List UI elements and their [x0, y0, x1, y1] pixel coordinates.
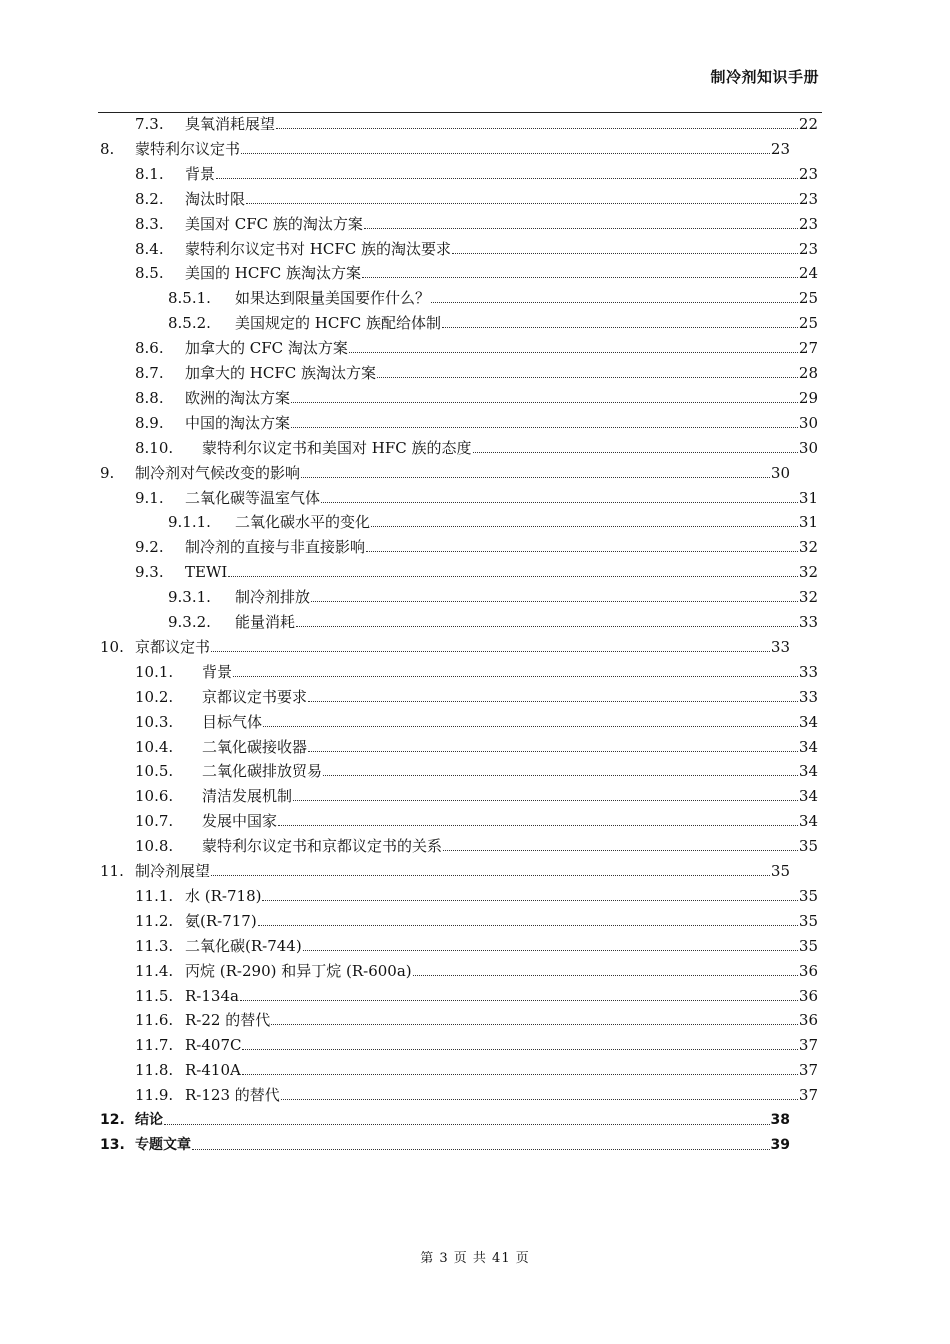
toc-entry-page: 31	[798, 513, 818, 532]
toc-entry-page: 34	[798, 737, 818, 756]
toc-entry-page: 31	[798, 488, 818, 507]
toc-entry[interactable]	[135, 388, 818, 408]
toc-entry[interactable]	[135, 413, 818, 433]
toc-entry-number: 8.6.	[135, 339, 164, 358]
toc-entry-page: 22	[798, 115, 818, 133]
toc-dot-leader	[452, 252, 798, 254]
toc-dot-leader	[301, 476, 770, 478]
toc-entry-number: 10.1.	[135, 662, 174, 681]
toc-entry[interactable]	[135, 363, 818, 383]
toc-entry-page: 35	[798, 886, 818, 905]
toc-entry-page: 32	[798, 563, 818, 582]
toc-entry[interactable]	[100, 1135, 790, 1155]
toc-entry[interactable]	[135, 164, 818, 184]
toc-entry-number: 8.	[100, 139, 115, 158]
toc-entry[interactable]	[135, 811, 818, 831]
toc-entry-number: 9.1.1.	[168, 513, 211, 532]
toc-entry-number: 13.	[100, 1136, 125, 1153]
toc-entry[interactable]	[100, 139, 790, 159]
toc-dot-leader	[303, 949, 798, 951]
toc-dot-leader	[262, 899, 797, 901]
toc-dot-leader	[258, 924, 798, 926]
toc-dot-leader	[216, 177, 798, 179]
toc-entry-number: 8.10.	[135, 438, 174, 457]
toc-entry-page: 32	[798, 538, 818, 557]
toc-entry[interactable]	[135, 1010, 818, 1030]
toc-entry[interactable]	[135, 936, 818, 956]
toc-entry-page: 30	[798, 438, 818, 457]
toc-entry-number: 8.2.	[135, 189, 164, 208]
toc-dot-leader	[311, 600, 798, 602]
toc-entry-title: 淘汰时限	[185, 189, 246, 208]
toc-entry[interactable]	[168, 313, 818, 333]
toc-entry-page: 36	[798, 961, 818, 980]
toc-dot-leader	[278, 824, 798, 826]
toc-entry-title: R-407C	[185, 1036, 242, 1055]
toc-entry[interactable]	[100, 463, 790, 483]
toc-entry-page: 30	[770, 463, 790, 482]
toc-dot-leader	[443, 849, 798, 851]
toc-entry-page: 35	[798, 837, 818, 856]
toc-entry-number: 9.1.	[135, 488, 164, 507]
toc-entry-title: R-134a	[185, 986, 239, 1005]
toc-entry-page: 37	[798, 1036, 818, 1055]
toc-entry-number: 10.	[100, 637, 124, 656]
toc-entry[interactable]	[135, 263, 818, 283]
toc-entry[interactable]	[135, 761, 818, 781]
toc-entry[interactable]	[135, 239, 818, 259]
toc-entry-number: 8.5.2.	[168, 314, 211, 333]
toc-entry-number: 9.	[100, 463, 115, 482]
toc-dot-leader	[242, 1073, 798, 1075]
toc-entry-title: 京都议定书	[135, 637, 211, 656]
toc-entry-number: 11.7.	[135, 1036, 174, 1055]
toc-entry[interactable]	[100, 1110, 790, 1130]
toc-entry-page: 23	[798, 214, 818, 233]
toc-dot-leader	[276, 127, 798, 129]
toc-entry-title: R-410A	[185, 1061, 241, 1080]
toc-entry-number: 12.	[100, 1112, 125, 1128]
toc-entry-title: 加拿大的 HCFC 族淘汰方案	[185, 364, 376, 382]
toc-dot-leader	[240, 999, 798, 1001]
toc-entry-title: 二氧化碳等温室气体	[185, 488, 321, 507]
toc-entry-title: 京都议定书要求	[202, 687, 308, 706]
toc-dot-leader	[263, 725, 798, 727]
toc-entry-number: 11.	[100, 862, 124, 880]
toc-dot-leader	[241, 152, 770, 154]
toc-entry-number: 10.8.	[135, 837, 174, 856]
toc-entry[interactable]	[135, 114, 818, 134]
toc-entry-page: 24	[798, 264, 818, 283]
toc-dot-leader	[366, 550, 798, 552]
toc-entry[interactable]	[135, 189, 818, 209]
toc-entry-title: 二氧化碳接收器	[202, 737, 308, 756]
toc-entry[interactable]	[168, 612, 818, 632]
toc-entry-title: 中国的淘汰方案	[185, 413, 291, 432]
running-header-title: 制冷剂知识手册	[710, 68, 819, 86]
toc-dot-leader	[271, 1023, 798, 1025]
toc-entry-page: 37	[798, 1061, 818, 1080]
toc-entry-title: R-123 的替代	[185, 1086, 280, 1105]
toc-entry[interactable]	[100, 861, 790, 881]
toc-entry-number: 11.1.	[135, 886, 174, 905]
toc-entry-title: 蒙特利尔议定书	[135, 139, 241, 158]
toc-entry-page: 36	[798, 986, 818, 1005]
page-footer: 第 3 页 共 41 页	[420, 1251, 530, 1266]
toc-entry[interactable]	[135, 537, 818, 557]
toc-entry-page: 37	[798, 1086, 818, 1105]
toc-entry-title: 专题文章	[135, 1136, 191, 1153]
toc-entry[interactable]	[168, 512, 818, 532]
toc-entry-page: 35	[770, 862, 790, 880]
toc-dot-leader	[364, 227, 798, 229]
toc-entry-number: 10.4.	[135, 737, 174, 756]
toc-entry[interactable]	[135, 961, 818, 981]
toc-entry-page: 34	[798, 812, 818, 831]
toc-dot-leader	[281, 1098, 798, 1100]
toc-entry-title: 背景	[185, 164, 216, 183]
toc-dot-leader	[323, 774, 798, 776]
toc-entry-title: 臭氧消耗展望	[185, 115, 276, 133]
toc-entry-title: 制冷剂排放	[235, 588, 311, 607]
toc-dot-leader	[293, 799, 798, 801]
toc-entry-number: 11.5.	[135, 986, 174, 1005]
toc-dot-leader	[296, 625, 798, 627]
toc-entry[interactable]	[135, 562, 818, 582]
toc-entry-page: 23	[798, 239, 818, 258]
toc-entry-number: 8.3.	[135, 214, 164, 233]
toc-dot-leader	[164, 1123, 770, 1125]
toc-entry-page: 32	[798, 588, 818, 607]
toc-entry[interactable]	[135, 338, 818, 358]
toc-dot-leader	[321, 501, 798, 503]
toc-entry[interactable]	[100, 637, 790, 657]
toc-dot-leader	[211, 874, 770, 876]
toc-entry-number: 11.6.	[135, 1011, 174, 1030]
toc-entry-page: 34	[798, 762, 818, 781]
toc-dot-leader	[228, 575, 798, 577]
toc-entry-title: 蒙特利尔议定书对 HCFC 族的淘汰要求	[185, 239, 451, 258]
toc-dot-leader	[246, 202, 798, 204]
toc-dot-leader	[431, 301, 798, 303]
toc-entry-number: 10.2.	[135, 687, 174, 706]
toc-entry-page: 23	[770, 139, 790, 158]
toc-entry-number: 9.3.1.	[168, 588, 211, 607]
toc-entry-page: 39	[770, 1136, 790, 1153]
toc-entry-page: 33	[798, 613, 818, 631]
toc-entry-number: 8.4.	[135, 239, 164, 258]
toc-entry-page: 35	[798, 936, 818, 955]
toc-entry-page: 34	[798, 787, 818, 806]
toc-dot-leader	[442, 326, 798, 328]
toc-entry[interactable]	[135, 737, 818, 757]
toc-entry-title: 二氧化碳(R-744)	[185, 936, 302, 955]
toc-entry-title: 蒙特利尔议定书和美国对 HFC 族的态度	[202, 438, 472, 457]
toc-dot-leader	[371, 525, 798, 527]
toc-entry[interactable]	[135, 712, 818, 732]
toc-entry-title: 二氧化碳水平的变化	[235, 513, 371, 532]
toc-entry-number: 8.5.	[135, 264, 164, 283]
toc-dot-leader	[473, 451, 798, 453]
toc-entry-page: 33	[798, 662, 818, 681]
toc-entry-title: 水 (R-718)	[185, 886, 262, 905]
toc-entry-page: 36	[798, 1011, 818, 1030]
toc-entry-title: 美国规定的 HCFC 族配给体制	[235, 314, 441, 333]
toc-entry-title: 美国对 CFC 族的淘汰方案	[185, 214, 363, 233]
toc-entry[interactable]	[135, 786, 818, 806]
toc-entry-page: 25	[798, 314, 818, 333]
toc-dot-leader	[413, 974, 798, 976]
toc-entry-page: 35	[798, 911, 818, 930]
toc-entry-number: 11.4.	[135, 961, 174, 980]
toc-entry-title: R-22 的替代	[185, 1011, 271, 1030]
toc-entry-title: 制冷剂对气候改变的影响	[135, 463, 301, 482]
toc-entry-page: 25	[798, 289, 818, 308]
toc-entry-number: 11.2.	[135, 911, 174, 930]
toc-entry-page: 30	[798, 413, 818, 432]
toc-entry-page: 29	[798, 388, 818, 407]
toc-entry-number: 11.8.	[135, 1061, 174, 1080]
toc-entry-number: 8.7.	[135, 364, 164, 382]
toc-entry[interactable]	[135, 214, 818, 234]
toc-entry[interactable]	[135, 1085, 818, 1105]
toc-entry-title: 丙烷 (R-290) 和异丁烷 (R-600a)	[185, 961, 412, 980]
toc-entry-number: 9.3.2.	[168, 613, 211, 631]
toc-entry-page: 34	[798, 712, 818, 731]
toc-entry[interactable]	[135, 662, 818, 682]
toc-entry-title: 美国的 HCFC 族淘汰方案	[185, 264, 361, 283]
toc-entry-page: 33	[770, 637, 790, 656]
toc-entry-title: 目标气体	[202, 712, 263, 731]
toc-entry-page: 38	[770, 1112, 790, 1128]
toc-entry[interactable]	[135, 438, 818, 458]
toc-entry-number: 10.3.	[135, 712, 174, 731]
toc-entry[interactable]	[135, 836, 818, 856]
toc-entry-title: 能量消耗	[235, 613, 296, 631]
toc-entry-page: 28	[798, 364, 818, 382]
toc-entry[interactable]	[135, 886, 818, 906]
toc-entry-number: 8.1.	[135, 164, 164, 183]
toc-entry-title: 发展中国家	[202, 812, 278, 831]
toc-entry-title: 背景	[202, 662, 233, 681]
toc-entry-number: 7.3.	[135, 115, 164, 133]
toc-entry-title: 结论	[135, 1112, 163, 1128]
header-divider	[98, 112, 822, 113]
toc-entry-title: 如果达到限量美国要作什么？	[235, 289, 431, 308]
toc-entry[interactable]	[135, 911, 818, 931]
toc-entry[interactable]	[168, 288, 818, 308]
toc-entry[interactable]	[135, 986, 818, 1006]
toc-entry[interactable]	[135, 687, 818, 707]
toc-entry-number: 10.5.	[135, 762, 174, 781]
toc-entry-number: 8.8.	[135, 388, 164, 407]
toc-entry-number: 8.5.1.	[168, 289, 211, 308]
toc-entry-title: 欧洲的淘汰方案	[185, 388, 291, 407]
toc-dot-leader	[291, 401, 798, 403]
toc-entry-title: TEWI	[185, 563, 228, 582]
toc-dot-leader	[349, 351, 798, 353]
toc-entry-number: 9.2.	[135, 538, 164, 557]
toc-dot-leader	[308, 700, 798, 702]
toc-entry-title: 加拿大的 CFC 淘汰方案	[185, 339, 348, 358]
toc-entry[interactable]	[135, 488, 818, 508]
toc-dot-leader	[211, 650, 770, 652]
toc-entry-title: 制冷剂的直接与非直接影响	[185, 538, 366, 557]
toc-entry-title: 蒙特利尔议定书和京都议定书的关系	[202, 837, 443, 856]
toc-entry-number: 11.3.	[135, 936, 174, 955]
toc-entry-number: 10.6.	[135, 787, 174, 806]
toc-entry-number: 11.9.	[135, 1086, 174, 1105]
toc-dot-leader	[233, 675, 798, 677]
toc-dot-leader	[242, 1048, 797, 1050]
toc-dot-leader	[377, 376, 798, 378]
toc-dot-leader	[192, 1148, 770, 1150]
toc-entry-number: 9.3.	[135, 563, 164, 582]
toc-entry-page: 27	[798, 339, 818, 358]
toc-entry-page: 23	[798, 189, 818, 208]
toc-dot-leader	[308, 750, 798, 752]
toc-entry-title: 制冷剂展望	[135, 862, 211, 880]
toc-entry-title: 氨(R-717)	[185, 911, 257, 930]
toc-entry[interactable]	[168, 587, 818, 607]
toc-entry-page: 33	[798, 687, 818, 706]
toc-entry-title: 二氧化碳排放贸易	[202, 762, 323, 781]
toc-entry[interactable]	[135, 1060, 818, 1080]
toc-entry-number: 8.9.	[135, 413, 164, 432]
toc-entry-page: 23	[798, 164, 818, 183]
toc-entry[interactable]	[135, 1035, 818, 1055]
toc-entry-title: 清洁发展机制	[202, 787, 293, 806]
toc-dot-leader	[362, 276, 798, 278]
toc-entry-number: 10.7.	[135, 812, 174, 831]
toc-dot-leader	[291, 426, 798, 428]
